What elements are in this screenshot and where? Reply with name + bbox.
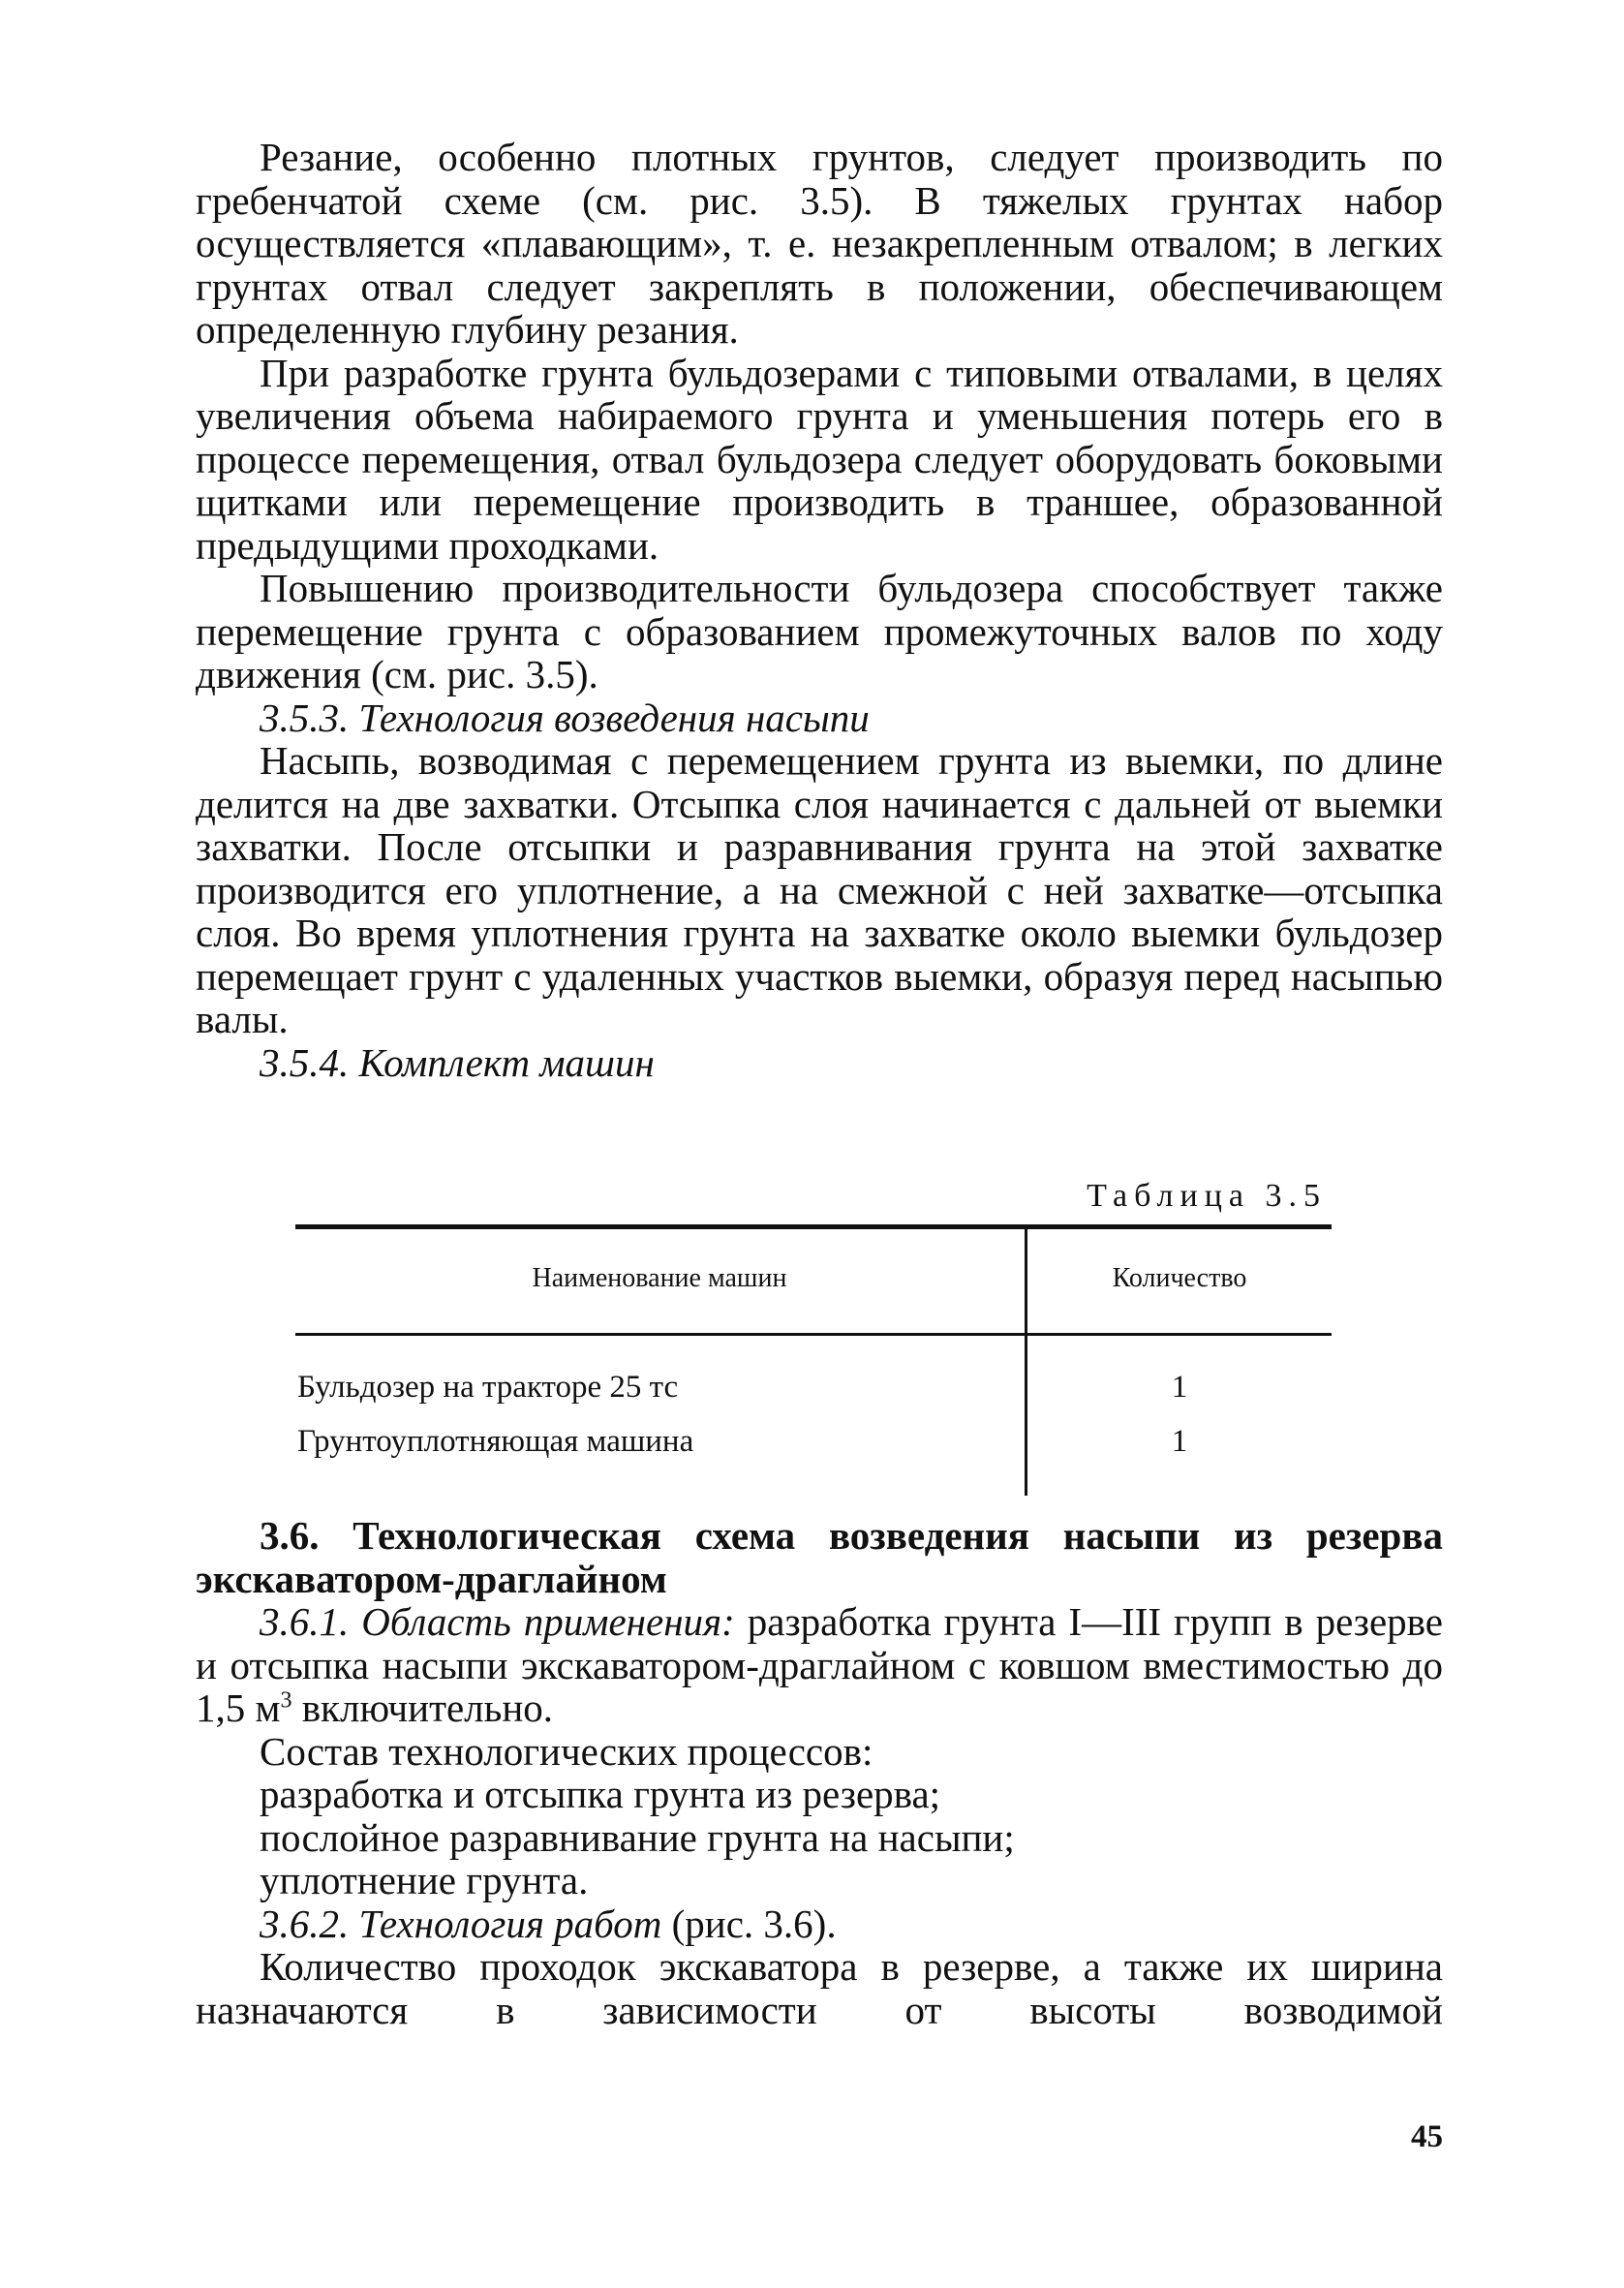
label-3-6-1: 3.6.1. Область применения:: [260, 1599, 735, 1644]
list-item: послойное разравнивание грунта на насыпи;: [260, 1814, 1015, 1860]
process-title: Состав технологических процессов:: [260, 1728, 873, 1774]
superscript-3: 3: [280, 1687, 292, 1714]
page-number: 45: [1411, 2119, 1443, 2154]
subheading-3-5-4: 3.5.4. Комплект машин: [260, 1039, 655, 1085]
text-block-top: [196, 136, 1443, 1084]
paragraph-productivity: Повышению производительности бульдозера способствует также перемещение грунта с образованием промежуточных валов по ходу движения (см. рис. 3.5).: [196, 566, 1443, 696]
table-header-quantity: Количество: [1112, 1263, 1247, 1293]
list-item: разработка и отсыпка грунта из резерва;: [260, 1772, 941, 1816]
table-header-name: Наименование машин: [532, 1263, 787, 1293]
table-top-rule: [295, 1224, 1332, 1229]
table-cell-quantity: 1: [1171, 1370, 1188, 1405]
text-3-6-1: разработка грунта I—III групп в резерве и отсыпка насыпи экскаватором-драглайном с ковшом вместимостью до 1,5 м: [196, 1599, 1443, 1730]
table-caption: Таблица 3.5: [1087, 1178, 1327, 1214]
list-item: уплотнение грунта.: [260, 1858, 589, 1902]
text-3-6-2: (рис. 3.6).: [661, 1901, 837, 1946]
table-cell-name: Бульдозер на тракторе 25 тс: [297, 1370, 679, 1405]
subheading-3-5-3: 3.5.3. Технология возведения насыпи: [260, 695, 870, 740]
paragraph-passes: Количество проходок экскаватора в резерве, а также их ширина назначаются в зависимости от высоты возводимой: [196, 1944, 1443, 2032]
text-3-6-1-tail: включительно.: [291, 1685, 554, 1730]
paragraph-3-6-2: [196, 1902, 1443, 1946]
label-3-6-2: 3.6.2. Технология работ: [260, 1901, 662, 1946]
section-heading-3-6: 3.6. Технологическая схема возведения насыпи из резерва экскаватором-драглайном: [196, 1513, 1443, 1601]
paragraph-3-6-1: [196, 1600, 1443, 1730]
paragraph-bulldozer-blades: При разработке грунта бульдозерами с типовыми отвалами, в целях увеличения объема набираемого грунта и уменьшения потерь его в процессе перемещения, отвал бульдозера следует оборудовать боковыми щитками или перемещение производить в траншее, образованной предыдущими проходками.: [196, 350, 1443, 568]
table-header-rule: [295, 1333, 1332, 1336]
paragraph-cutting: Резание, особенно плотных грунтов, следует производить по гребенчатой схеме (см. рис. 3.5). В тяжелых грунтах набор осуществляется «плавающим», т. е. незакрепленным отвалом; в легких грунтах отвал следует закреплять в положении, обеспечивающем определенную глубину резания.: [196, 135, 1443, 352]
paragraph-embankment: Насыпь, возводимая с перемещением грунта из выемки, по длине делится на две захватки. Отсыпка слоя начинается с дальней от выемки захватки. После отсыпки и разравнивания грунта на этой захватке производится его уплотнение, а на смежной с ней захватке—отсыпка слоя. Во время уплотнения грунта на захватке около выемки бульдозер перемещает грунт с удаленных участков выемки, образуя перед насыпью валы.: [196, 738, 1443, 1041]
table-cell-quantity: 1: [1171, 1424, 1188, 1459]
text-block-bottom: [196, 1514, 1443, 2031]
table-cell-name: Грунтоуплотняющая машина: [297, 1424, 694, 1459]
